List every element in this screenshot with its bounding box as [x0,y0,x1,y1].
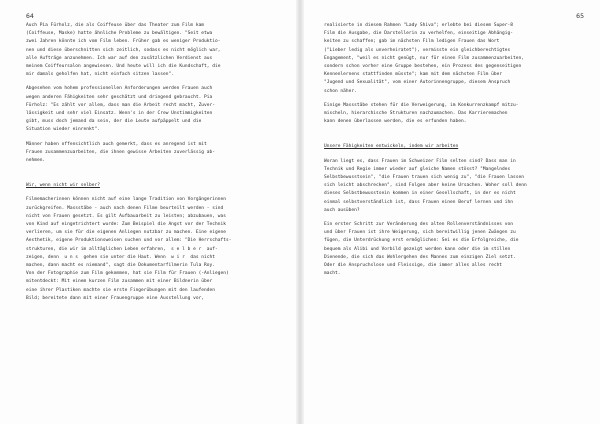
text-line: Kennenlernens stattfinden müsste"; kam mit dem nächsten Film über [324,72,503,78]
text-line: sich leicht abschrecken", sind Folgen aber keine Ursachen. Woher soll denn [324,183,527,189]
text-line: Frauen zusammenzuarbeiten, die ihnen gewisse Arbeiten zuverlässig ab- [26,149,216,155]
text-line: dieses Selbstbewusstsein kommen in einer Gesellschaft, in der es nicht [324,191,516,197]
text-line: Woran liegt es, dass Frauen im Schweizer Film selten sind? Dass man in [324,158,516,164]
page-number-left: 64 [26,12,34,20]
section-heading-text: Wir, wenn nicht wir selber? [26,183,100,189]
text-line: keiten zu schaffen; gab im nächsten Film ledigen Frauen das Wort [324,39,500,45]
text-line: lässigkeit und sehr viel Einsatz. Wenn's in der Crew Unstimmigkeiten [26,111,213,117]
section-heading-text: Unsere Fähigkeiten entwickeln, indem wir arbeiten [324,144,459,150]
text-line: nen und diese überschnitten sich zeitlich, sodass es nicht möglich war, [26,47,221,53]
text-line: mitentdeckt: Mit einem kurzen Film zusammen mit einer Bildnerin über [26,279,213,285]
text-line: Männer haben offensichtlich auch gemerkt, dass es anregend ist mit [26,141,207,147]
text-line: macht. [324,271,341,277]
text-line: Abgesehen vom hohem professionellen Anforderungen werden Frauen auch [26,86,213,92]
text-line: "Jugend und Sexualität", vom einer Autorinnengruppe, diesem Anspruch [324,80,511,86]
page-left-content [26,22,286,303]
text-line: eine ihrer Plastiken machte sie erste Fingerübungen mit den laufenden [26,287,216,293]
text-line: wegen anderen Fähigkeiten sehr geschätzt und dringend gebraucht. Pia [26,94,213,100]
text-line: Auch Pia Fürholz, die als Coiffeuse über das Theater zum Film kam [26,23,205,28]
text-line: Bild; bereitete dann mit einer Frauengruppe eine Ausstellung vor, [26,295,205,301]
section-heading [26,171,286,190]
paragraph [26,196,286,303]
text-line: schon näher. [324,88,357,94]
text-line: kann denen überlassen werden, die es erfunden haben. [324,119,467,125]
text-line: Engagement, "weil es nicht genügt, nur für einen Film zusammenzuarbeiten, [324,55,524,61]
text-line: Von der Fotographie zum Film gekommen, hat sie Film für Frauen (-Anliegen) [26,271,229,277]
text-line: gibt, muss doch jemand da sein, der die Leute aufpäppelt und die [26,119,202,125]
text-line: Aesthetik, eigene Produktionsweisen suchen und vor allem: "Die Herrschafts- [26,238,232,244]
text-line: Technik und Regie immer wieder auf gleiche Namen stösst? "Mangelndes [324,166,511,172]
text-line: Oder die Anspruchslose und Fleissige, die immer alles alles recht [324,263,503,269]
text-line: realisierte in diesem Rahmen "Lady Shiva"; erlebte bei diesem Super-8 [324,23,514,28]
paragraph [26,141,286,166]
text-line: einmal selbstverständlich ist, dass Frauen einen Beruf lernen und ihn [324,199,514,205]
paragraph [26,85,286,134]
text-line: (Coiffeuse, Maske) hatte ähnliche Probleme zu bewältigen. "Seit etwa [26,31,213,37]
text-line: mischeln, hierarchische Strukturen nachzumachen. Das Karrieremachen [324,111,508,117]
text-line: zurückgreifen. Massstäbe - auch nach denen Filme beurteilt werden - sind [26,205,224,211]
text-line: ("Lieber ledig als unverheiratet"), vermisste ein gleichberechtigtes [324,47,511,53]
text-line: auch ausüben? [324,207,360,213]
text-line: Einige Massstäbe stehen für die Verweigerung, im Konkurrenzkampf mitzu- [324,102,519,108]
paragraph [26,22,286,79]
text-line: Film die Ausgabe, die Darstellerin zu verhelfen, einseitige Abhängig- [324,31,514,37]
text-line: meinem Coiffeursalon angewiesen. Und heute will ich die Kundschaft, die [26,64,221,70]
paragraph [324,22,584,96]
paragraph [324,221,584,278]
text-line: Dienende, die sich das Wohlergehen des Mannes zum einzigen Ziel setzt. [324,254,516,260]
text-line: sondern schon vorher eine Gruppe bestehen, ein Prozess des gegenseitigen [324,64,522,70]
text-line: strukturen, die wir im alltäglichen Leben erfahren, s e l b e r auf- [26,246,218,252]
paragraph [324,158,584,215]
text-line: Ein erster Schritt zur Veränderung des alten Rollenverständnisses von [324,222,514,228]
page-right-content [324,22,584,278]
paragraph [324,102,584,127]
text-line: bequem als Alibi und Vorbild gezeigt werden kann oder die im stillen [324,246,511,252]
text-line: und über Frauen ist ihre Weigerung, sich bereitwillig jenen Zwängen zu [324,230,516,236]
text-line: verlieren, um sie für die eigenen Anliegen nutzbar zu machen. Eine eigene [26,230,226,236]
text-line: mir damals geholfen hat, nicht einfach sitzen lassen". [26,72,174,78]
text-line: von Kind auf eingetrichtert wurde: Zum Beispiel die Angst vor der Technik [26,222,226,228]
text-line: Situation wieder einrenkt". [26,127,100,133]
text-line: zwei Jahren könnte ich vom Film leben. Früher gab es weniger Produktio- [26,39,221,45]
text-line: nicht von Frauen gesetzt. Es gilt Aufbauarbeit zu leisten; abzubauen, was [26,213,226,219]
text-line: zeigen, denn u n s gehen sie unter die Haut. Wenn w i r das nicht [26,254,216,260]
text-line: Fürholz: "Es zählt vor allem, dass man die Arbeit recht macht, Zuver- [26,102,216,108]
text-line: machen, dann macht es niemand", sagt die Dokumentarfilmerin Tula Roy. [26,263,216,269]
text-line: fügen, die Unterdrückung erst ermöglichen: Sei es die Erfolgreiche, die [324,238,519,244]
text-line: Filmemacherinnen können nicht auf eine lange Tradition von Vorgängerinnen [26,197,226,203]
page-number-right: 65 [576,12,584,20]
text-line: Selbstbewusstsein", "die Frauen trauen sich wenig zu", "die Frauen lassen [324,175,524,181]
text-line: alle Aufträge anzunehmen. Ich war auf den zusätzlichen Verdienst aus [26,55,213,61]
text-line: nehmen. [26,158,46,164]
page-right [300,0,600,424]
section-heading [324,132,584,151]
